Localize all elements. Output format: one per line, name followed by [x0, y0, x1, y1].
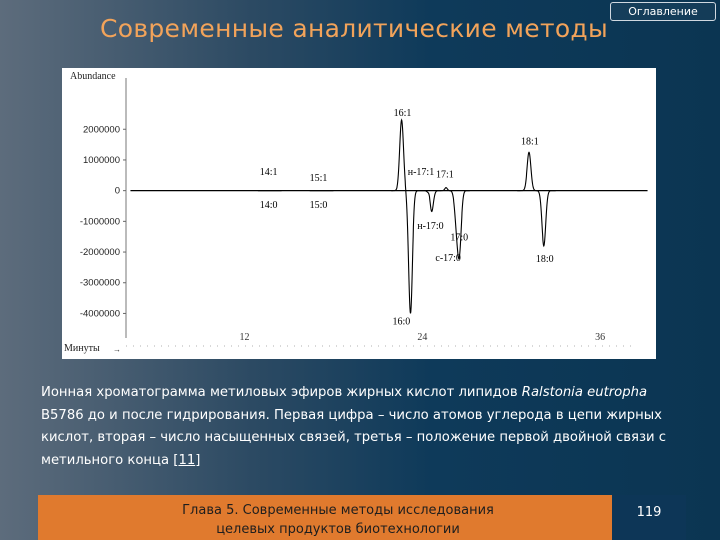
peak-label: 17:0	[450, 232, 469, 244]
reference-link[interactable]: 11	[178, 452, 196, 468]
peak-label: c-17:0	[435, 252, 461, 264]
caption-text-3: ]	[195, 452, 201, 468]
peak-label: 18:0	[535, 253, 554, 265]
peak-label: 16:0	[392, 316, 411, 328]
footer-bar	[38, 495, 686, 540]
x-tick-label: 36	[595, 332, 606, 343]
peak-label: 17:1	[436, 169, 454, 181]
chromatogram-chart	[62, 68, 656, 359]
slide-title: Современные аналитические методы	[100, 14, 609, 43]
caption-species: Ralstonia eutropha	[521, 385, 648, 400]
peak-label: 18:1	[521, 136, 539, 148]
x-axis-arrow: →	[113, 345, 121, 354]
x-tick-label: 12	[239, 332, 250, 343]
peak-label: 14:1	[259, 167, 278, 179]
signal-trace	[517, 152, 556, 246]
chapter-title	[148, 501, 528, 539]
y-axis-title: Abundance	[70, 71, 116, 82]
peak-label: 15:0	[309, 200, 328, 212]
y-tick-label: 0	[114, 185, 120, 197]
peak-label: 15:1	[309, 173, 328, 185]
chromatogram-figure	[62, 68, 656, 359]
chapter-line-1: Глава 5. Современные методы исследования	[182, 503, 494, 518]
page-number: 119	[612, 495, 686, 540]
chapter-line-2: целевых продуктов биотехнологии	[216, 522, 460, 537]
peak-label: 14:0	[259, 200, 278, 212]
y-tick-label: 1000000	[83, 154, 120, 166]
caption-text-1: Ионная хроматограмма метиловых эфиров жирных кислот липидов	[41, 385, 522, 400]
x-axis-title: Минуты	[64, 343, 100, 354]
peak-label: 16:1	[393, 108, 412, 120]
y-tick-label: -4000000	[79, 308, 120, 320]
toc-button[interactable]: Оглавление	[610, 2, 716, 21]
peak-label: н-17:0	[417, 221, 444, 233]
signal-trace	[391, 120, 470, 313]
figure-caption	[41, 382, 681, 472]
y-tick-label: -1000000	[79, 216, 120, 228]
peak-label: н-17:1	[407, 166, 435, 178]
y-tick-label: -2000000	[79, 247, 120, 259]
y-tick-label: 2000000	[83, 124, 120, 136]
caption-text-2: B5786 до и после гидрирования. Первая цифра – число атомов углерода в цепи жирных кислот, вторая – число насыщенных связей, третья – положение первой двойной связи с метильного конца [	[41, 407, 667, 468]
x-tick-label: 24	[417, 332, 428, 343]
y-tick-label: -3000000	[79, 277, 120, 289]
